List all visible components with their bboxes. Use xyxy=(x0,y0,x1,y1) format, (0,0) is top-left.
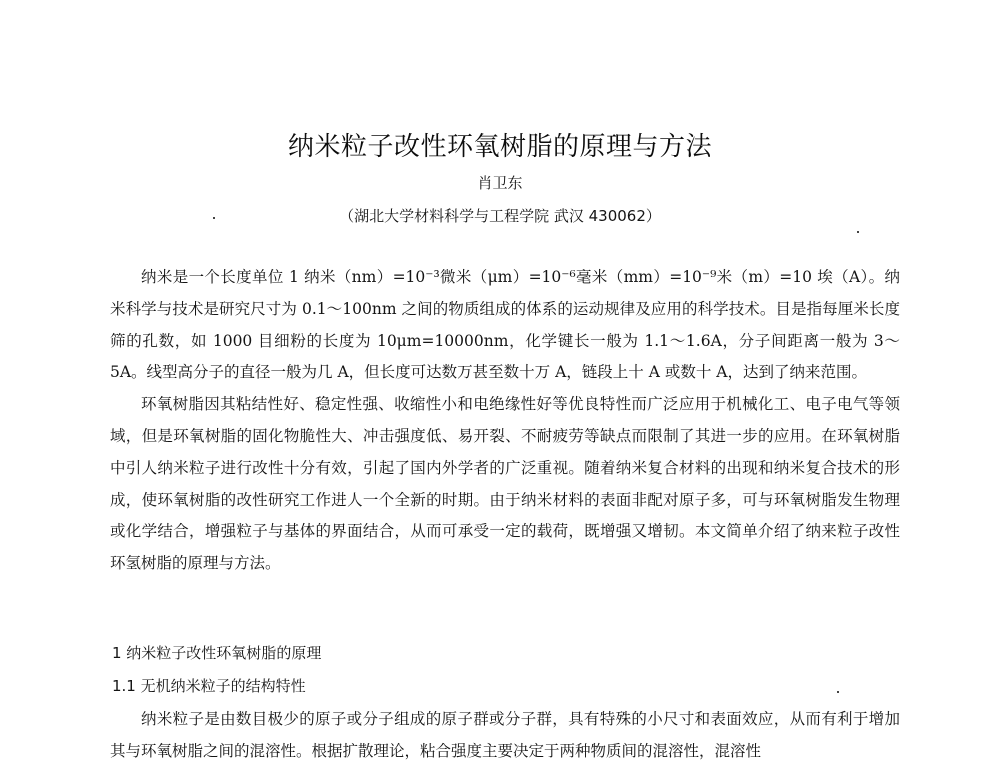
paper-affiliation: （湖北大学材料科学与工程学院 武汉 430062） xyxy=(339,207,661,225)
scan-speck xyxy=(213,217,215,219)
paragraph-1: 纳米是一个长度单位 1 纳米（nm）=10⁻³微米（μm）=10⁻⁶毫米（mm）=10⁻⁹米（m）=10 埃（A）。纳米科学与技术是研究尺寸为 0.1～100nm 之间的物质组成的体系的运动规律及应用的科学技术。目是指每厘米长度筛的孔数，如 1000 目细粉的长度为 10μm=10000nm，化学键长一般为 1.1～1.6A，分子间距离一般为 3～5A。线型高分子的直径一般为几 A，但长度可达数万甚至数十万 A，链段上十 A 或数十 A，达到了纳来范围。 xyxy=(110,268,900,382)
subsection-heading: 1.1 无机纳米粒子的结构特性 xyxy=(112,677,306,695)
scan-speck xyxy=(837,691,839,693)
scan-speck xyxy=(857,231,859,233)
paragraph-2: 环氧树脂因其粘结性好、稳定性强、收缩性小和电绝缘性好等优良特性而广泛应用于机械化工、电子电气等领域，但是环氧树脂的固化物脆性大、冲击强度低、易开裂、不耐疲劳等缺点而限制了其进一步的应用。在环氧树脂中引人纳米粒子进行改性十分有效，引起了国内外学者的广泛重视。随着纳米复合材料的出现和纳米复合技术的形成，使环氧树脂的改性研究工作进人一个全新的时期。由于纳米材料的表面非配对原子多，可与环氧树脂发生物理或化学结合，增强粒子与基体的界面结合，从而可承受一定的载荷，既增强又增韧。本文简单介绍了纳来粒子改性环氢树脂的原理与方法。 xyxy=(110,395,900,573)
paper-title: 纳米粒子改性环氧树脂的原理与方法 xyxy=(287,132,712,162)
section-block xyxy=(110,704,900,760)
intro-block xyxy=(110,262,900,580)
paragraph-3: 纳米粒子是由数目极少的原子或分子组成的原子群或分子群，具有特殊的小尺寸和表面效应，从而有利于增加其与环氧树脂之间的混溶性。根据扩散理论，粘合强度主要决定于两种物质间的混溶性，混溶性 xyxy=(110,710,900,760)
paper-author: 肖卫东 xyxy=(477,174,523,192)
section-heading: 1 纳米粒子改性环氧树脂的原理 xyxy=(112,644,322,662)
